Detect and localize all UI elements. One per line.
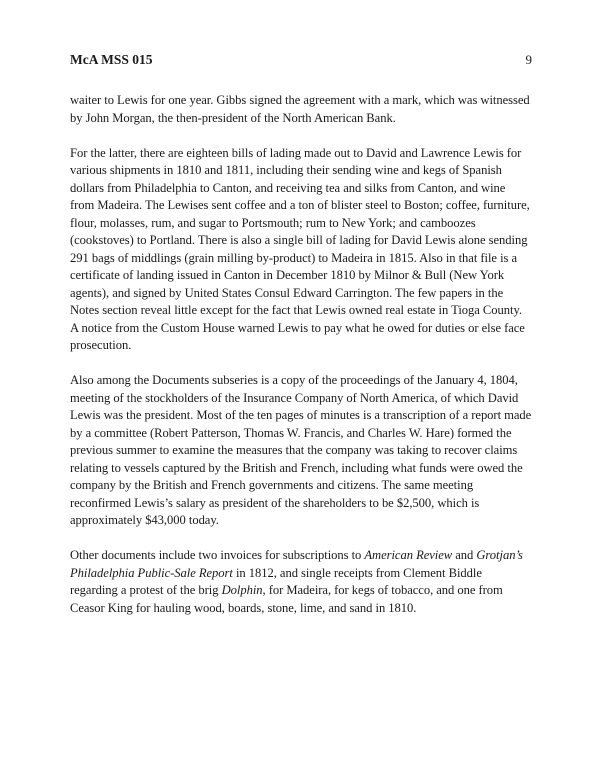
page-number: 9 [525,52,532,67]
italic-title: Grotjan’s Philadelphia Public-Sale Report [70,548,523,580]
page-header [70,52,532,68]
text-run: For the latter, there are eighteen bills of lading made out to David and Lawrence Lewis for various shipments in 1810 and 1811, including their sending wine and kegs of Spanish dollars from Philadelphia to Canton, and receiving tea and silks from Canton, and wine from Madeira. The Lewises sent coffee and a ton of blister steel to Boston; coffee, furniture, flour, molasses, rum, and sugar to Portsmouth; rum to New York; and camboozes (cookstoves) to Portland. There is also a single bill of lading for David Lewis alone sending 291 bags of middlings (grain milling by-product) to Madeira in 1815. Also in that file is a certificate of landing issued in Canton in December 1810 by Milnor & Bull (New York agents), and signed by United States Consul Edward Carrington. The few papers in the Notes section reveal little except for the fact that Lewis owned real estate in Tioga County. A notice from the Custom House warned Lewis to pay what he owed for duties or else face prosecution. [70,145,530,352]
text-run: Other documents include two invoices for subscriptions to [70,548,365,562]
collection-id: McA MSS 015 [70,52,153,67]
paragraph [70,547,532,617]
text-run: and [452,548,477,562]
text-run: , for Madeira, for kegs of tobacco, and one from Ceasor King for hauling wood, boards, stone, lime, and sand in 1810. [70,583,503,615]
text-run: Also among the Documents subseries is a copy of the proceedings of the January 4, 1804, meeting of the stockholders of the Insurance Company of North America, of which David Lewis was the president. Most of the ten pages of minutes is a transcription of a report made by a committee (Robert Patterson, Thomas W. Francis, and Charles W. Hare) formed the previous summer to examine the measures that the company was taking to recover claims relating to vessels captured by the British and French, including what funds were owed the company by the British and French governments and citizens. The same meeting reconfirmed Lewis’s salary as president of the shareholders to be $2,500, which is approximately $43,000 today. [70,373,532,527]
text-run: in 1812, and single receipts from Clement Biddle regarding a protest of the brig [70,565,482,597]
paragraph [70,145,532,355]
text-run: waiter to Lewis for one year. Gibbs signed the agreement with a mark, which was witnessed by John Morgan, the then-president of the North American Bank. [70,93,530,125]
italic-title: Dolphin [221,583,263,597]
paragraph [70,372,532,530]
document-page [70,52,532,635]
italic-title: American Review [364,548,453,562]
paragraph [70,92,532,127]
document-body [70,92,532,617]
